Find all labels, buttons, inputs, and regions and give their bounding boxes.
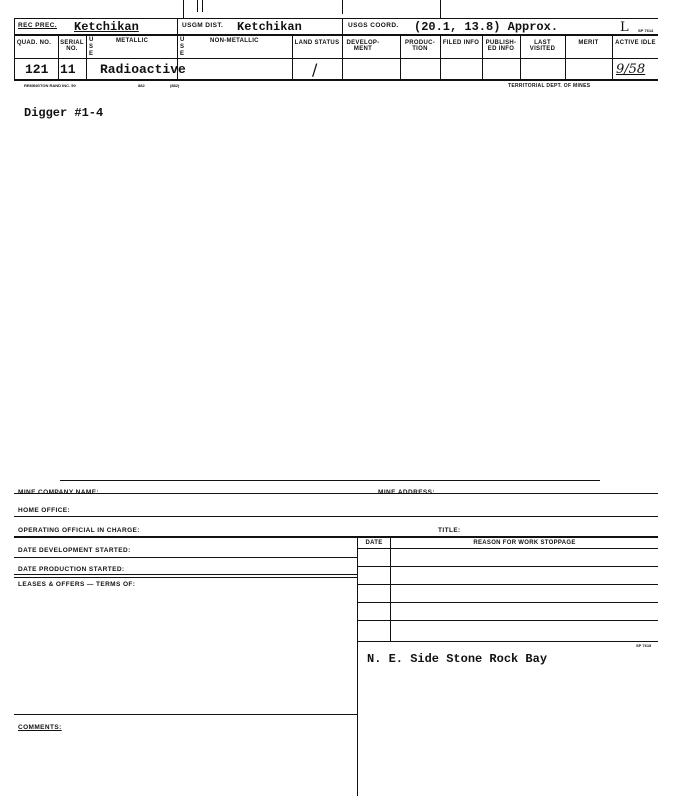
printer-code-2: (882): [170, 83, 180, 88]
mine-company-name-label: MINE COMPANY NAME:: [18, 489, 99, 496]
form-number-top: SP 7614: [638, 28, 654, 33]
col-quad-no: QUAD. NO.: [16, 40, 52, 46]
col-development: DEVELOP- MENT: [346, 40, 380, 52]
col-use-nonmetallic: U S E: [180, 37, 185, 57]
title-label: TITLE:: [438, 527, 461, 534]
rec-prec-label: REC PREC.: [18, 22, 57, 29]
location-text: N. E. Side Stone Rock Bay: [367, 652, 548, 666]
printer-code-1: 882: [138, 83, 145, 88]
form-number-bottom: SP 7615: [636, 643, 652, 648]
date-col-label: DATE: [365, 540, 383, 546]
value-metallic: Radioactive: [100, 62, 186, 77]
date-development-label: DATE DEVELOPMENT STARTED:: [18, 547, 131, 554]
body-text: Digger #1-4: [24, 106, 104, 120]
col-active-idle: ACTIVE IDLE: [615, 40, 656, 46]
check-mark: L: [620, 20, 629, 35]
value-quad-no: 121: [25, 62, 49, 77]
col-filed-info: FILED INFO: [442, 40, 480, 46]
leases-offers-label: LEASES & OFFERS — TERMS OF:: [18, 581, 136, 588]
printer-label: REMINGTON RAND INC. 50: [24, 83, 76, 88]
usgs-coord-value: (20.1, 13.8) Approx.: [414, 20, 559, 34]
rec-prec-value: Ketchikan: [74, 20, 139, 34]
col-last-visited: LAST VISITED: [529, 40, 556, 52]
mine-address-label: MINE ADDRESS:: [378, 489, 435, 496]
land-status-mark: /: [312, 60, 318, 79]
usgm-dist-label: USGM DIST.: [182, 22, 224, 29]
operating-official-label: OPERATING OFFICIAL IN CHARGE:: [18, 527, 140, 534]
col-non-metallic: NON-METALLIC: [210, 38, 259, 44]
col-published-info: PUBLISH- ED INFO: [485, 40, 517, 52]
col-metallic: METALLIC: [116, 38, 149, 44]
col-merit: MERIT: [578, 40, 599, 46]
home-office-label: HOME OFFICE:: [18, 507, 71, 514]
active-idle-mark: 9/58: [616, 62, 646, 77]
col-land-status: LAND STATUS: [294, 40, 340, 46]
col-serial-no: SERIAL NO.: [60, 40, 84, 52]
value-serial-no: 11: [60, 62, 76, 77]
comments-label: COMMENTS:: [18, 724, 62, 731]
dept-label: TERRITORIAL DEPT. OF MINES: [508, 83, 591, 89]
usgs-coord-label: USGS COORD.: [348, 22, 399, 29]
date-production-label: DATE PRODUCTION STARTED:: [18, 566, 125, 573]
col-production: PRODUC- TION: [404, 40, 436, 52]
usgm-dist-value: Ketchikan: [237, 20, 302, 34]
reason-col-label: REASON FOR WORK STOPPAGE: [473, 540, 576, 546]
col-use-metallic: U S E: [89, 37, 94, 57]
